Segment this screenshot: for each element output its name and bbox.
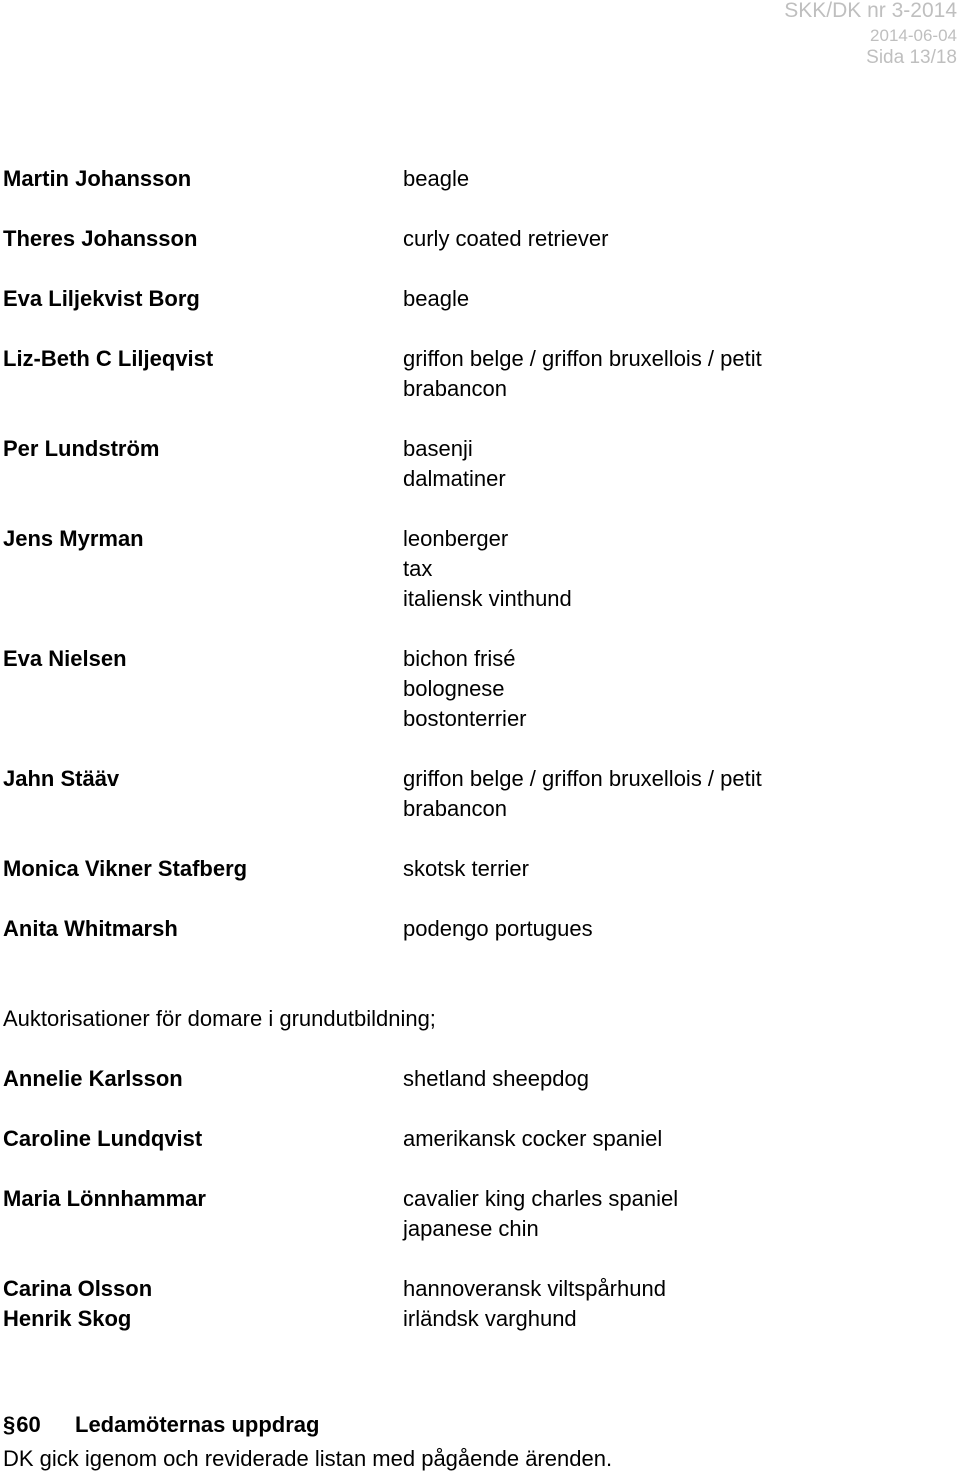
judge-name: Per Lundström <box>3 436 160 461</box>
breed-item: japanese chin <box>403 1216 539 1241</box>
breed-item: hannoveransk viltspårhund <box>403 1276 666 1301</box>
judge-name: Jens Myrman <box>3 526 144 551</box>
document-code: SKK/DK nr 3-2014 <box>784 0 957 22</box>
judge-name: Eva Liljekvist Borg <box>3 286 200 311</box>
breed-item: leonberger <box>403 526 509 551</box>
breed-item: irländsk varghund <box>403 1306 577 1331</box>
breed-item: bichon frisé <box>403 646 516 671</box>
page-number: Sida 13/18 <box>866 47 957 68</box>
section-title: Ledamöternas uppdrag <box>75 1412 320 1437</box>
trainee-name: Carina Olsson <box>3 1276 153 1301</box>
judge-name: Anita Whitmarsh <box>3 916 178 941</box>
judge-name: Monica Vikner Stafberg <box>3 856 248 881</box>
section-symbol: § <box>3 1412 16 1437</box>
breed-item: griffon belge / griffon bruxellois / petit <box>403 346 762 371</box>
breed-item: griffon belge / griffon bruxellois / petit <box>403 766 762 791</box>
judge-name: Theres Johansson <box>3 226 198 251</box>
section-body: DK gick igenom och reviderade listan med pågående ärenden. <box>3 1446 613 1471</box>
breed-item: tax <box>403 556 433 581</box>
breed-item: brabancon <box>403 796 507 821</box>
breed-item: bostonterrier <box>403 706 527 731</box>
breed-item: dalmatiner <box>403 466 506 491</box>
trainee-name: Caroline Lundqvist <box>3 1126 203 1151</box>
trainee-name: Maria Lönnhammar <box>3 1186 206 1211</box>
judge-name: Liz-Beth C Liljeqvist <box>3 346 214 371</box>
judge-name: Eva Nielsen <box>3 646 127 671</box>
breed-item: italiensk vinthund <box>403 586 572 611</box>
breed-item: beagle <box>403 166 470 191</box>
breed-item: curly coated retriever <box>403 226 609 251</box>
breed-item: brabancon <box>403 376 507 401</box>
breed-item: skotsk terrier <box>403 856 529 881</box>
judge-name: Jahn Stääv <box>3 766 120 791</box>
document-date: 2014-06-04 <box>870 26 957 45</box>
trainee-name: Annelie Karlsson <box>3 1066 183 1091</box>
section-number: §60 <box>3 1412 41 1437</box>
breed-item: bolognese <box>403 676 505 701</box>
breed-item: amerikansk cocker spaniel <box>403 1126 663 1151</box>
breed-item: cavalier king charles spaniel <box>403 1186 679 1211</box>
judge-name: Martin Johansson <box>3 166 192 191</box>
authorizations-heading: Auktorisationer för domare i grundutbildning; <box>3 1006 436 1031</box>
breed-item: beagle <box>403 286 470 311</box>
trainee-name: Henrik Skog <box>3 1306 132 1331</box>
breed-item: podengo portugues <box>403 916 593 941</box>
breed-item: basenji <box>403 436 473 461</box>
breed-item: shetland sheepdog <box>403 1066 589 1091</box>
section-heading <box>3 1410 319 1440</box>
